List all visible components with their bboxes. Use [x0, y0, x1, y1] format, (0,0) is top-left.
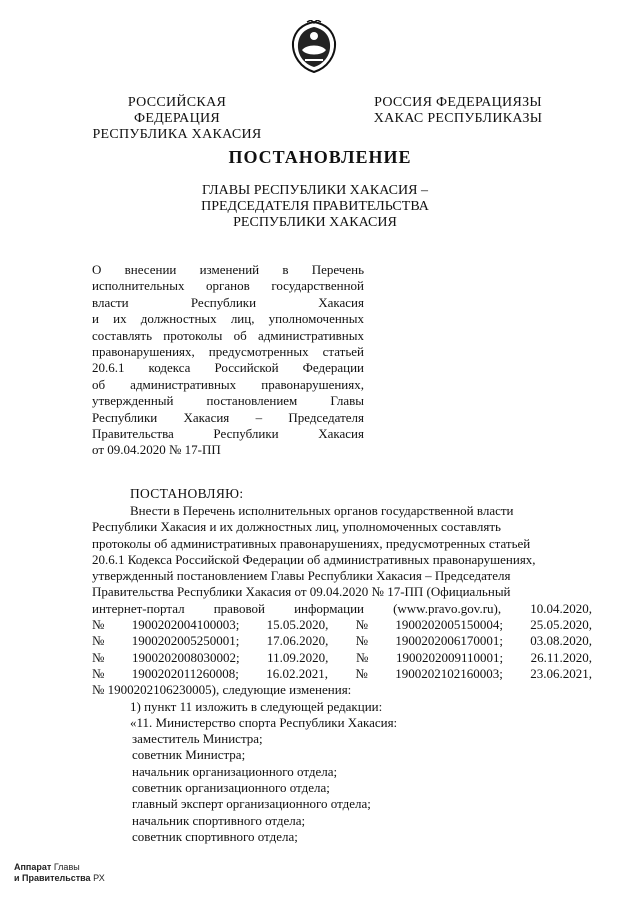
header-right-line2: ХАКАС РЕСПУБЛИКАЗЫ	[373, 111, 543, 126]
body-line: Правительства Республики Хакасия от 09.04.2020 № 17-ПП (Официальный	[92, 584, 511, 600]
number-cell: №	[92, 633, 105, 649]
number-cell: 25.05.2020,	[530, 617, 592, 633]
position-item: советник организационного отдела;	[132, 780, 330, 796]
portal-line	[92, 601, 592, 617]
number-cell: 1900202004100003;	[131, 617, 240, 633]
position-item: начальник спортивного отдела;	[132, 812, 306, 828]
position-item: заместитель Министра;	[132, 731, 263, 747]
number-cell: 1900202009110001;	[395, 649, 504, 665]
coat-of-arms-emblem	[287, 20, 341, 74]
number-row	[92, 617, 592, 633]
body-line: № 1900202106230005), следующие изменения:	[92, 682, 352, 698]
position-item: начальник организационного отдела;	[132, 763, 338, 779]
stamp-text: Главы	[53, 862, 80, 872]
number-cell: 03.08.2020,	[530, 633, 592, 649]
subject-line: утвержденный постановлением Главы	[92, 393, 364, 409]
number-cell: 23.06.2021,	[530, 665, 592, 681]
number-row	[92, 666, 592, 682]
portal-word: (www.pravo.gov.ru),	[393, 600, 502, 616]
portal-word: правовой	[213, 600, 265, 616]
number-cell: 15.05.2020,	[266, 617, 329, 633]
document-title: ПОСТАНОВЛЕНИЕ	[228, 147, 412, 167]
number-cell: №	[92, 649, 105, 665]
subtitle-line: ПРЕДСЕДАТЕЛЯ ПРАВИТЕЛЬСТВА	[201, 199, 429, 214]
portal-word: информации	[294, 600, 364, 616]
number-cell: №	[356, 649, 369, 665]
number-cell: №	[355, 665, 368, 681]
number-cell: №	[355, 617, 369, 633]
subject-line: и их должностных лиц, уполномоченных	[92, 311, 364, 327]
document-subject	[92, 262, 364, 459]
number-cell: №	[355, 633, 369, 649]
portal-word: интернет-портал	[92, 600, 185, 616]
number-cell: 1900202005150004;	[395, 617, 503, 633]
number-cell: 16.02.2021,	[266, 665, 329, 681]
subject-line: Республики Хакасия – Председателя	[92, 409, 364, 425]
position-item: советник Министра;	[132, 747, 246, 763]
number-cell: 1900202005250001;	[131, 633, 240, 649]
body-line: Республики Хакасия и их должностных лиц, уполномоченных составлять	[92, 519, 501, 535]
office-stamp	[14, 862, 105, 884]
header-right	[370, 95, 546, 127]
header-left-line2: РЕСПУБЛИКА ХАКАСИЯ	[92, 127, 262, 142]
header-right-line1: РОССИЯ ФЕДЕРАЦИЯЗЫ	[374, 95, 542, 110]
document-body	[92, 503, 592, 845]
subject-line: власти Республики Хакасия	[92, 294, 364, 310]
position-item: главный эксперт организационного отдела;	[132, 796, 371, 812]
portal-word: 10.04.2020,	[530, 600, 592, 616]
number-cell: 1900202008030002;	[131, 649, 240, 665]
header-left-line1: РОССИЙСКАЯ ФЕДЕРАЦИЯ	[127, 95, 227, 126]
emblem-icon	[287, 20, 341, 74]
subject-line: составлять протоколы об административных	[92, 327, 364, 343]
number-cell: 11.09.2020,	[267, 649, 329, 665]
header-left	[84, 95, 270, 143]
subject-line: об административных правонарушениях,	[92, 376, 364, 392]
number-row	[92, 650, 592, 666]
number-cell: 1900202102160003;	[395, 665, 503, 681]
document-subtitle	[180, 183, 450, 231]
subject-line: 20.6.1 кодекса Российской Федерации	[92, 360, 364, 376]
subject-line: правонарушениях, предусмотренных статьей	[92, 343, 364, 359]
number-row	[92, 633, 592, 649]
subject-line: от 09.04.2020 № 17-ПП	[92, 442, 221, 458]
number-cell: №	[92, 665, 105, 681]
body-line: утвержденный постановлением Главы Республики Хакасия – Председателя	[92, 568, 511, 584]
subtitle-line: ГЛАВЫ РЕСПУБЛИКИ ХАКАСИЯ –	[202, 183, 428, 198]
number-cell: 1900202006170001;	[395, 633, 503, 649]
decree-word: ПОСТАНОВЛЯЮ:	[130, 486, 244, 501]
subject-line: Правительства Республики Хакасия	[92, 425, 364, 441]
stamp-text: и Правительства	[14, 873, 91, 883]
body-line: Внести в Перечень исполнительных органов государственной власти	[130, 503, 514, 518]
subtitle-line: РЕСПУБЛИКИ ХАКАСИЯ	[233, 215, 397, 230]
subject-line: О внесении изменений в Перечень	[92, 262, 364, 277]
body-line: протоколы об административных правонарушениях, предусмотренных статьей	[92, 535, 531, 551]
stamp-text: РХ	[93, 873, 105, 883]
item-title: «11. Министерство спорта Республики Хакасия:	[130, 714, 398, 730]
body-line: 20.6.1 Кодекса Российской Федерации об административных правонарушениях,	[92, 551, 536, 567]
number-cell: 17.06.2020,	[266, 633, 329, 649]
item-line: 1) пункт 11 изложить в следующей редакции:	[130, 698, 383, 714]
stamp-text: Аппарат	[14, 862, 52, 872]
number-cell: 26.11.2020,	[530, 649, 592, 665]
number-cell: №	[92, 617, 105, 633]
subject-line: исполнительных органов государственной	[92, 278, 364, 294]
position-item: советник спортивного отдела;	[132, 828, 298, 844]
number-cell: 1900202011260008;	[131, 665, 239, 681]
